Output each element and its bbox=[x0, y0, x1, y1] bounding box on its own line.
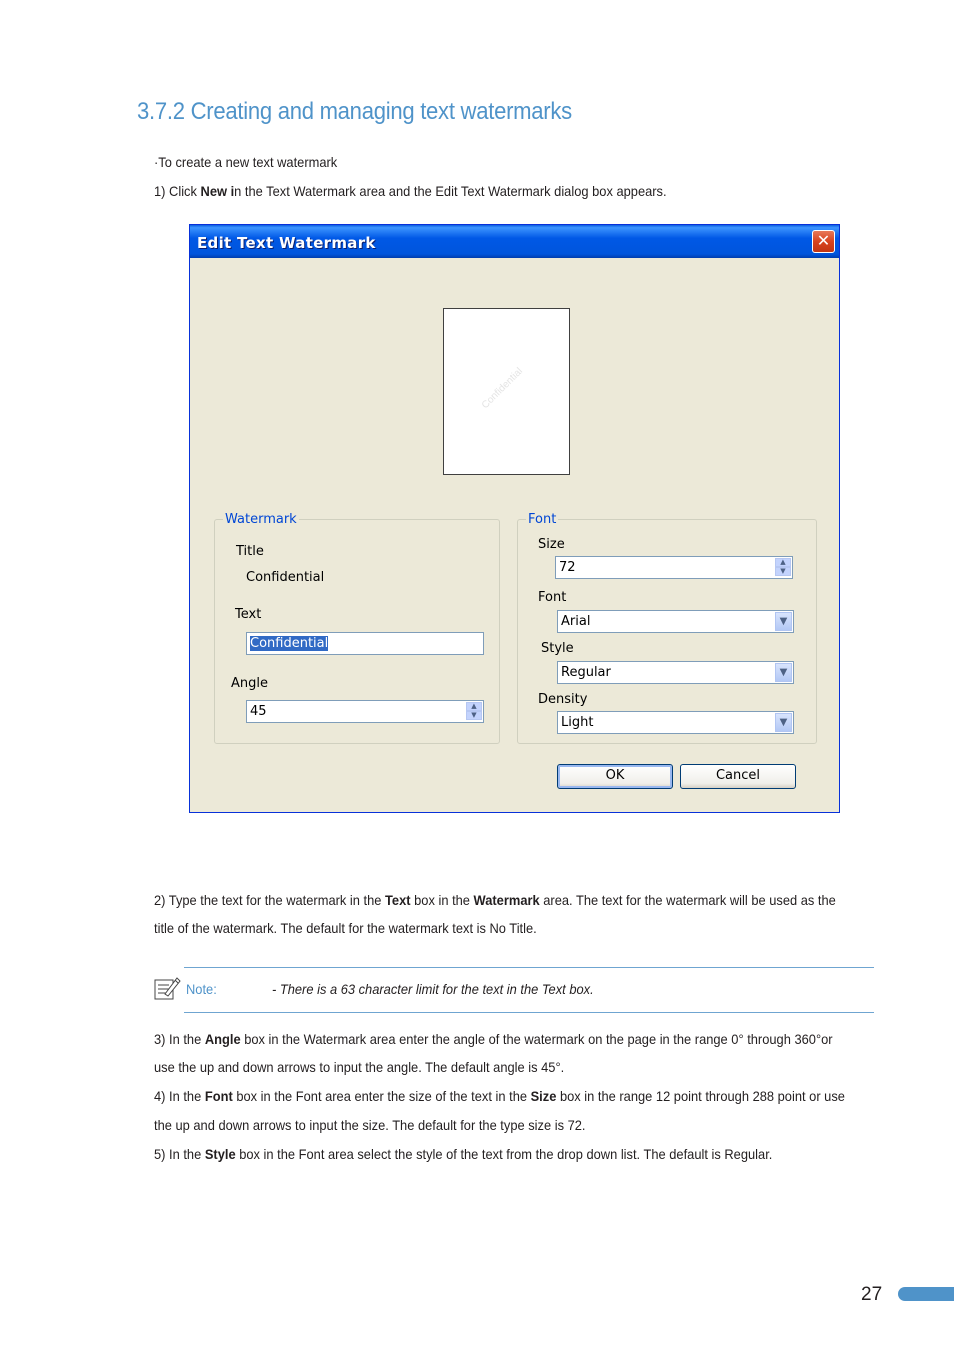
step-4-e: box in the range 12 point through 288 point or use bbox=[556, 1088, 845, 1104]
step-2-e: area. The text for the watermark will be used as the bbox=[539, 892, 836, 908]
step-4-b: Font bbox=[204, 1088, 233, 1104]
font-select[interactable] bbox=[557, 610, 794, 633]
step-2-b: Text bbox=[385, 892, 411, 908]
spin-up-icon[interactable]: ▲ bbox=[466, 702, 482, 711]
style-label: Style bbox=[541, 641, 574, 656]
note-pencil-icon bbox=[153, 975, 181, 1001]
size-stepper[interactable] bbox=[555, 556, 793, 579]
step-3-a: 3) In the bbox=[154, 1031, 205, 1047]
density-select[interactable] bbox=[557, 711, 794, 734]
note-bottom-rule bbox=[184, 1012, 874, 1013]
step-5-a: 5) In the bbox=[154, 1146, 205, 1162]
step-3-c: box in the Watermark area enter the angle of the watermark on the page in the range 0° through 360°or bbox=[240, 1031, 833, 1047]
title-value: Confidential bbox=[246, 570, 325, 585]
step-2-a: 2) Type the text for the watermark in the bbox=[154, 892, 386, 908]
text-input-value: Confidential bbox=[250, 636, 329, 651]
size-spin-buttons[interactable] bbox=[775, 558, 791, 577]
step-3-b: Angle bbox=[204, 1031, 241, 1047]
edit-text-watermark-dialog bbox=[189, 224, 840, 813]
page-number: 27 bbox=[861, 1284, 883, 1305]
angle-spin-buttons[interactable] bbox=[466, 702, 482, 721]
step-5-b: Style bbox=[204, 1146, 236, 1162]
spin-up-icon[interactable]: ▲ bbox=[775, 558, 791, 567]
step-4-a: 4) In the bbox=[154, 1088, 205, 1104]
step-4-line-2: the up and down arrows to input the size. The default for the type size is 72. bbox=[154, 1117, 586, 1133]
angle-value: 45 bbox=[250, 704, 267, 719]
note-top-rule bbox=[184, 967, 874, 968]
step-4-line-1 bbox=[154, 1088, 845, 1104]
ok-button[interactable]: OK bbox=[557, 764, 673, 789]
angle-label: Angle bbox=[231, 676, 268, 691]
section-heading: 3.7.2 Creating and managing text watermarks bbox=[137, 98, 572, 125]
angle-stepper[interactable] bbox=[246, 700, 484, 723]
step-3-line-2: use the up and down arrows to input the angle. The default angle is 45°. bbox=[154, 1059, 565, 1075]
intro-text: ·To create a new text watermark bbox=[154, 154, 338, 170]
step-2-line-1 bbox=[154, 892, 836, 908]
step-1-post: n the Text Watermark area and the Edit Text Watermark dialog box appears. bbox=[234, 183, 667, 199]
dialog-title: Edit Text Watermark bbox=[197, 234, 376, 252]
font-group-legend: Font bbox=[528, 512, 557, 527]
step-1-bold: New i bbox=[200, 183, 235, 199]
step-1 bbox=[154, 183, 667, 199]
chevron-down-icon[interactable]: ▼ bbox=[775, 612, 792, 631]
page-tab-decoration bbox=[898, 1287, 954, 1301]
density-value: Light bbox=[561, 715, 594, 730]
cancel-button[interactable]: Cancel bbox=[680, 764, 796, 789]
step-4-d: Size bbox=[530, 1088, 557, 1104]
dialog-titlebar bbox=[190, 225, 839, 258]
title-label: Title bbox=[236, 544, 264, 559]
note-text: - There is a 63 character limit for the text in the Text box. bbox=[272, 981, 594, 997]
font-label: Font bbox=[538, 590, 567, 605]
step-4-c: box in the Font area enter the size of the text in the bbox=[232, 1088, 531, 1104]
step-2-line-2: title of the watermark. The default for the watermark text is No Title. bbox=[154, 920, 537, 936]
step-2-c: box in the bbox=[410, 892, 474, 908]
preview-watermark-text: Confidential bbox=[479, 365, 525, 412]
size-label: Size bbox=[538, 537, 565, 552]
font-value: Arial bbox=[561, 614, 591, 629]
chevron-down-icon[interactable]: ▼ bbox=[775, 663, 792, 682]
step-3-line-1 bbox=[154, 1031, 833, 1047]
spin-down-icon[interactable]: ▼ bbox=[775, 567, 791, 576]
chevron-down-icon[interactable]: ▼ bbox=[775, 713, 792, 732]
density-label: Density bbox=[538, 692, 588, 707]
text-input[interactable] bbox=[246, 632, 484, 655]
size-value: 72 bbox=[559, 560, 576, 575]
watermark-group-legend: Watermark bbox=[225, 512, 297, 527]
close-icon[interactable]: ✕ bbox=[812, 230, 835, 253]
style-select[interactable] bbox=[557, 661, 794, 684]
step-5-c: box in the Font area select the style of the text from the drop down list. The default is Regular. bbox=[235, 1146, 773, 1162]
watermark-preview bbox=[443, 308, 570, 475]
step-2-d: Watermark bbox=[473, 892, 540, 908]
spin-down-icon[interactable]: ▼ bbox=[466, 711, 482, 720]
text-label: Text bbox=[235, 607, 262, 622]
style-value: Regular bbox=[561, 665, 611, 680]
note-label: Note: bbox=[186, 981, 217, 997]
step-5 bbox=[154, 1146, 772, 1162]
step-1-pre: 1) Click bbox=[154, 183, 201, 199]
